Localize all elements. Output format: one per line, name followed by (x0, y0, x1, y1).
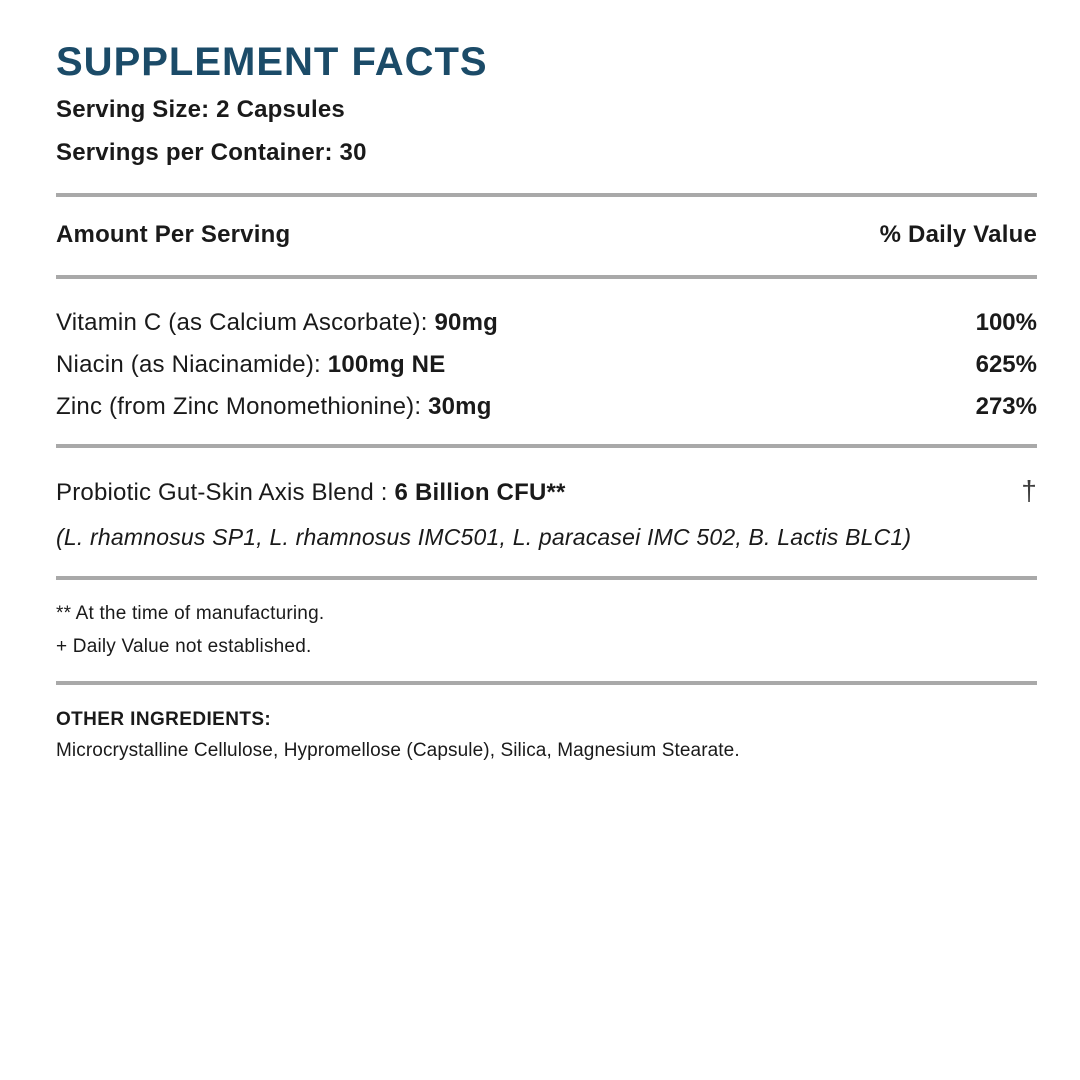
footnotes (56, 580, 1037, 660)
page-title: SUPPLEMENT FACTS (56, 40, 488, 84)
table-row (56, 344, 1037, 386)
nutrient-amount: 100mg NE (327, 351, 446, 378)
nutrient-daily-value: 100% (975, 309, 1037, 336)
other-ingredients-text: Microcrystalline Cellulose, Hypromellose (Capsule), Silica, Magnesium Stearate. (56, 740, 740, 761)
blend-amount: 6 Billion CFU** (394, 479, 566, 506)
table-header-row (56, 197, 1037, 275)
amount-per-serving-header: Amount Per Serving (56, 221, 291, 248)
nutrient-name-text: Niacin (as Niacinamide): (56, 351, 328, 378)
table-row (56, 386, 1037, 428)
blend-strains: (L. rhamnosus SP1, L. rhamnosus IMC501, L. paracasei IMC 502, B. Lactis BLC1) (56, 524, 912, 550)
nutrient-table (56, 279, 1037, 428)
nutrient-amount: 30mg (428, 393, 492, 420)
nutrient-daily-value: 625% (975, 351, 1037, 378)
blend-name (56, 478, 566, 508)
nutrient-name-text: Zinc (from Zinc Monomethionine): (56, 393, 429, 420)
table-row (56, 302, 1037, 344)
nutrient-name (56, 386, 492, 428)
other-ingredients-heading: OTHER INGREDIENTS: (56, 709, 272, 730)
blend-name-text: Probiotic Gut-Skin Axis Blend : (56, 479, 395, 506)
nutrient-name-text: Vitamin C (as Calcium Ascorbate): (56, 309, 435, 336)
dagger-symbol: † (1021, 475, 1037, 506)
servings-per-container: Servings per Container: 30 (56, 139, 367, 166)
nutrient-name (56, 344, 445, 386)
nutrient-name (56, 302, 498, 344)
nutrient-amount: 90mg (434, 309, 498, 336)
footnote-manufacturing: ** At the time of manufacturing. (56, 603, 325, 624)
serving-size: Serving Size: 2 Capsules (56, 96, 345, 123)
daily-value-header: % Daily Value (879, 221, 1037, 248)
other-ingredients-section (56, 685, 1037, 763)
footnote-daily-value: + Daily Value not established. (56, 636, 312, 657)
nutrient-daily-value: 273% (975, 393, 1037, 420)
probiotic-blend-section (56, 448, 1037, 551)
table-row (56, 476, 1037, 508)
